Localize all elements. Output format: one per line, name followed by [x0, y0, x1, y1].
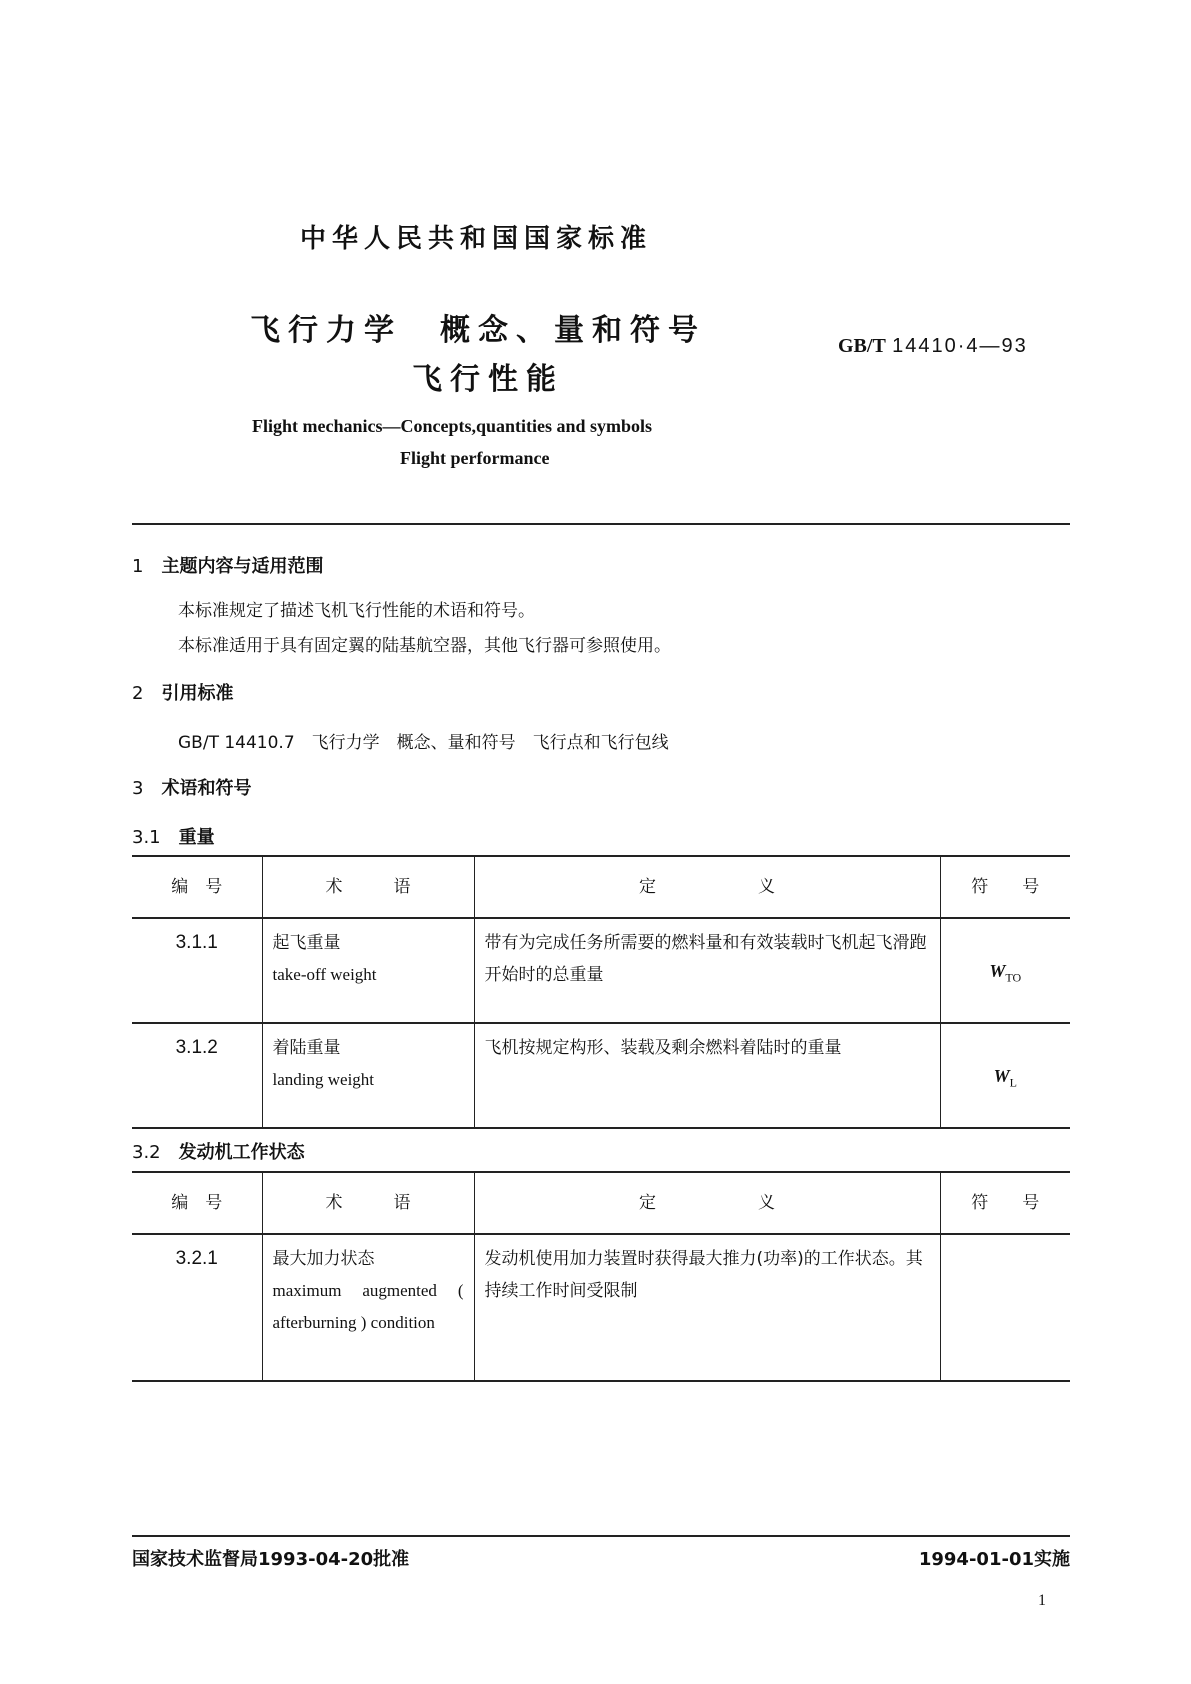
table-header-row — [132, 1172, 1070, 1234]
header-definition: 定 义 — [474, 1172, 940, 1234]
section-2-reference: GB/T 14410.7 飞行力学 概念、量和符号 飞行点和飞行包线 — [178, 733, 669, 753]
term-cell — [262, 918, 474, 1023]
table-row — [132, 918, 1070, 1023]
term-en: maximum augmented ( afterburning ) condition — [272, 1281, 464, 1332]
section-1-paragraph: 本标准适用于具有固定翼的陆基航空器，其他飞行器可参照使用。 — [178, 636, 671, 656]
standard-code — [838, 333, 1028, 358]
engine-state-table — [132, 1171, 1070, 1382]
title-cn-line1: 飞行力学 概念、量和符号 — [250, 313, 706, 348]
definition: 飞机按规定构形、装载及剩余燃料着陆时的重量 — [474, 1023, 940, 1128]
page-number: 1 — [1038, 1592, 1046, 1609]
term-cn: 最大加力状态 — [272, 1249, 375, 1269]
term-en: take-off weight — [272, 965, 377, 984]
term-en: landing weight — [272, 1070, 375, 1089]
footer-divider — [132, 1535, 1070, 1537]
weight-table — [132, 855, 1070, 1129]
section-3-2-heading: 3.2 发动机工作状态 — [132, 1142, 305, 1163]
table-row — [132, 1234, 1070, 1381]
definition: 带有为完成任务所需要的燃料量和有效装载时飞机起飞滑跑开始时的总重量 — [474, 918, 940, 1023]
code-number: 14410·4—93 — [892, 335, 1028, 357]
term-number: 3.2.1 — [132, 1234, 262, 1381]
section-2-heading: 2 引用标准 — [132, 683, 234, 704]
term-number: 3.1.1 — [132, 918, 262, 1023]
header-term: 术 语 — [262, 1172, 474, 1234]
header-symbol: 符 号 — [940, 856, 1070, 918]
approval-date: 国家技术监督局1993-04-20批准 — [132, 1549, 410, 1570]
term-number: 3.1.2 — [132, 1023, 262, 1128]
definition: 发动机使用加力装置时获得最大推力(功率)的工作状态。其持续工作时间受限制 — [474, 1234, 940, 1381]
symbol: $W_L$ — [940, 1023, 1070, 1128]
code-prefix: GB/T — [838, 335, 886, 357]
header-symbol: 符 号 — [940, 1172, 1070, 1234]
section-3-heading: 3 术语和符号 — [132, 778, 252, 799]
title-en-line1: Flight mechanics—Concepts,quantities and symbols — [252, 416, 653, 436]
header-divider — [132, 523, 1070, 525]
term-cell — [262, 1234, 474, 1381]
term-cell — [262, 1023, 474, 1128]
standard-type: 中华人民共和国国家标准 — [300, 224, 653, 254]
header-definition: 定 义 — [474, 856, 940, 918]
header-number: 编 号 — [132, 1172, 262, 1234]
effective-date: 1994-01-01实施 — [918, 1549, 1070, 1570]
table-row — [132, 1023, 1070, 1128]
section-3-1-heading: 3.1 重量 — [132, 827, 215, 848]
symbol — [940, 1234, 1070, 1381]
header-number: 编 号 — [132, 856, 262, 918]
symbol: $W_{TO}$ — [940, 918, 1070, 1023]
table-header-row — [132, 856, 1070, 918]
section-1-heading: 1 主题内容与适用范围 — [132, 556, 324, 577]
title-cn-line2: 飞行性能 — [412, 362, 564, 397]
term-cn: 着陆重量 — [272, 1038, 341, 1058]
title-en-line2: Flight performance — [400, 448, 550, 468]
term-cn: 起飞重量 — [272, 933, 341, 953]
section-1-paragraph: 本标准规定了描述飞机飞行性能的术语和符号。 — [178, 601, 535, 621]
header-term: 术 语 — [262, 856, 474, 918]
